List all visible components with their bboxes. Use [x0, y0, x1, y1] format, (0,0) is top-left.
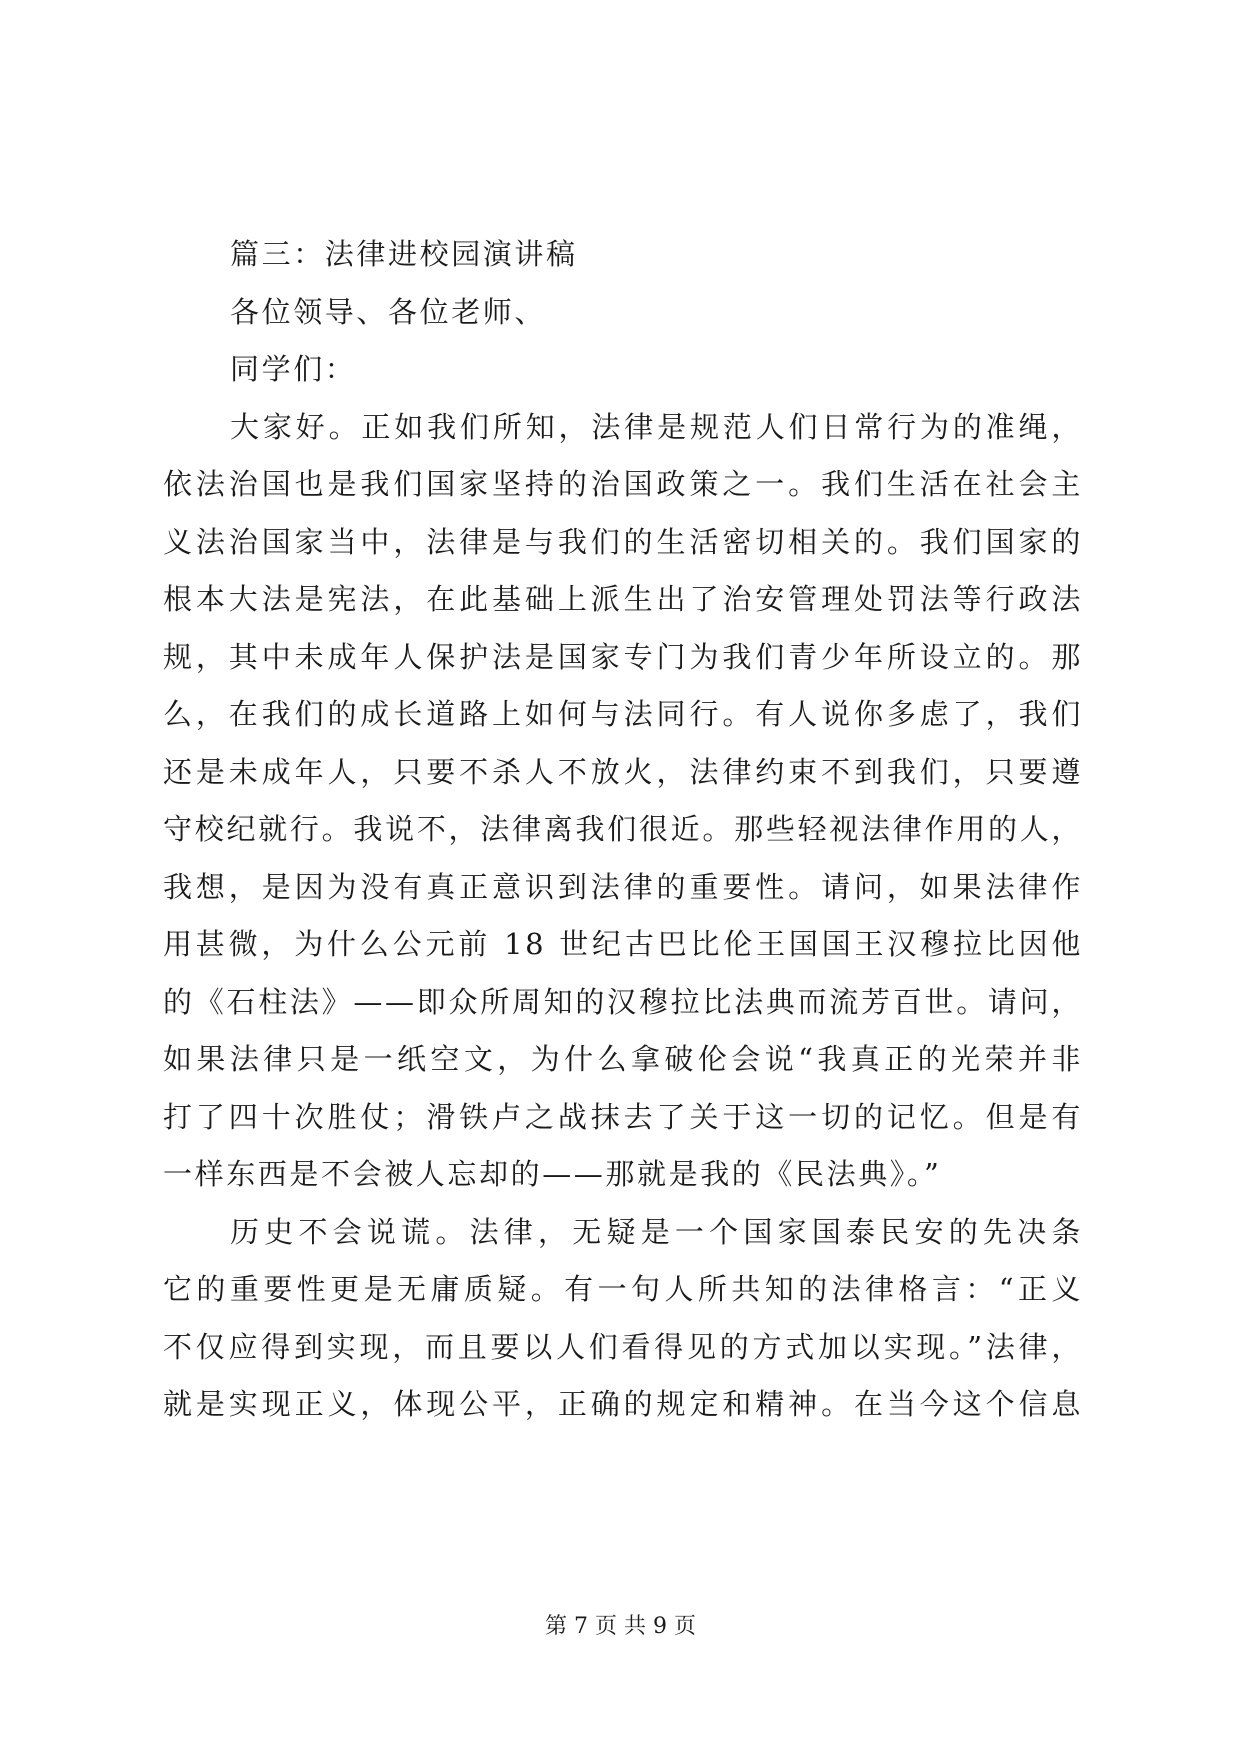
text-line: 就是实现正义，体现公平，正确的规定和精神。在当今这个信息 [163, 1387, 1083, 1421]
text-line: 依法治国也是我们国家坚持的治国政策之一。我们生活在社会主 [163, 467, 1083, 501]
text-line: 它的重要性更是无庸质疑。有一句人所共知的法律格言：“正义 [163, 1272, 1083, 1306]
text-line: 不仅应得到实现，而且要以人们看得见的方式加以实现。”法律， [163, 1329, 1083, 1364]
text-line: 我想，是因为没有真正意识到法律的重要性。请问，如果法律作 [163, 869, 1083, 904]
salutation-line: 同学们： [230, 352, 357, 386]
text-line: 历史不会说谎。法律，无疑是一个国家国泰民安的先决条 [230, 1214, 1083, 1249]
document-body [163, 226, 1083, 1434]
text-line: 根本大法是宪法，在此基础上派生出了治安管理处罚法等行政法 [163, 582, 1083, 616]
text-line: 如果法律只是一纸空文，为什么拿破伦会说“我真正的光荣并非 [163, 1042, 1083, 1076]
text-line: 一样东西是不会被人忘却的——那就是我的《民法典》。” [163, 1157, 942, 1191]
text-line: 用甚微，为什么公元前 18 世纪古巴比伦王国国王汉穆拉比因他 [163, 927, 1083, 961]
section-title: 篇三：法律进校园演讲稿 [230, 237, 578, 271]
text-line: 的《石柱法》——即众所周知的汉穆拉比法典而流芳百世。请问， [163, 984, 1083, 1019]
text-line: 么，在我们的成长道路上如何与法同行。有人说你多虑了，我们 [163, 697, 1083, 731]
text-line: 打了四十次胜仗；滑铁卢之战抹去了关于这一切的记忆。但是有 [163, 1099, 1083, 1134]
text-line: 规，其中未成年人保护法是国家专门为我们青少年所设立的。那 [163, 639, 1083, 674]
text-line: 守校纪就行。我说不，法律离我们很近。那些轻视法律作用的人， [163, 812, 1083, 846]
text-line: 大家好。正如我们所知，法律是规范人们日常行为的准绳， [230, 409, 1083, 444]
text-line: 义法治国家当中，法律是与我们的生活密切相关的。我们国家的 [163, 524, 1083, 559]
page-number-footer: 第 7 页 共 9 页 [545, 1614, 696, 1639]
paragraph-2 [163, 1204, 1083, 1434]
text-line: 还是未成年人，只要不杀人不放火，法律约束不到我们，只要遵 [163, 754, 1083, 789]
salutation-line: 各位领导、各位老师、 [230, 294, 547, 329]
paragraph-1 [163, 399, 1083, 1204]
